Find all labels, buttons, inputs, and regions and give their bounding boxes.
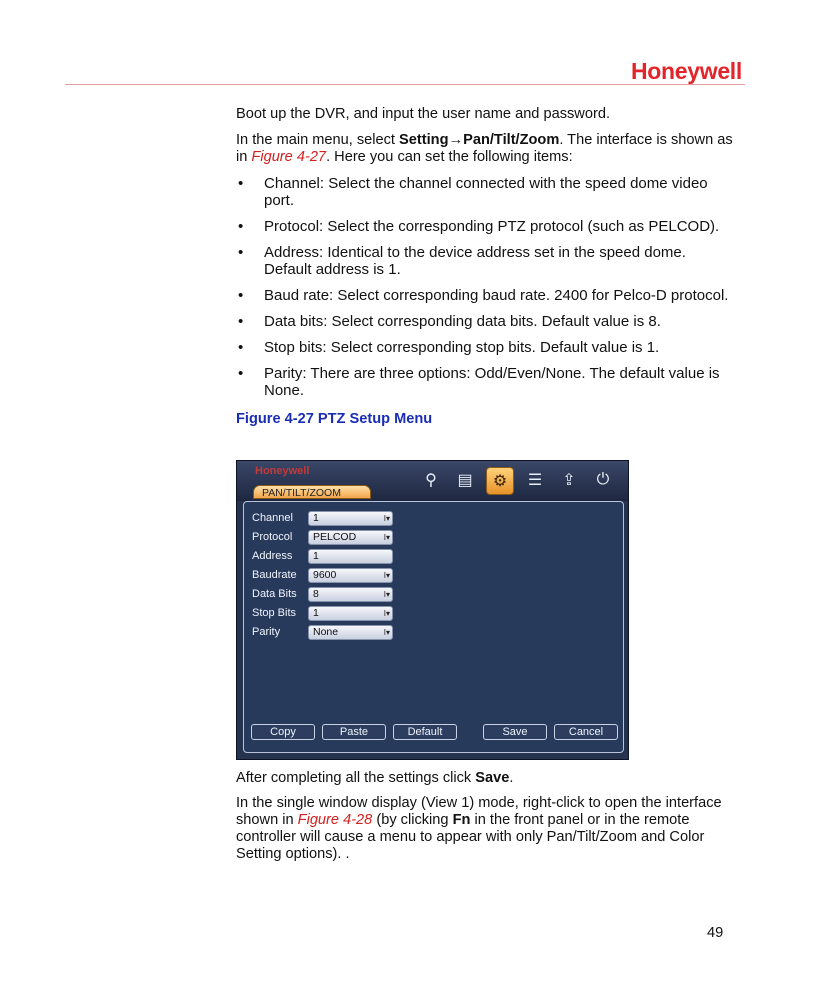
stop-bits-select[interactable] <box>308 606 393 621</box>
default-button[interactable]: Default <box>393 724 457 740</box>
protocol-label: Protocol <box>252 531 293 543</box>
stop-bits-label: Stop Bits <box>252 607 297 619</box>
ptz-setup-screenshot <box>236 460 629 760</box>
bullet-icon: • <box>238 218 244 235</box>
cancel-button[interactable]: Cancel <box>554 724 618 740</box>
copy-button[interactable]: Copy <box>251 724 315 740</box>
channel-label: Channel <box>252 512 293 524</box>
ptz-menu-text: Pan/Tilt/Zoom <box>463 132 560 148</box>
channel-row <box>252 510 393 526</box>
figure-reference-link[interactable]: Figure 4-27 <box>251 149 327 165</box>
text-span: in the front panel or in the remote controller will cause a menu to appear with only Pan/Tilt/Zoom and Color Setting options). . <box>236 812 705 862</box>
address-label: Address <box>252 550 293 562</box>
address-row <box>252 548 393 564</box>
parity-value: None <box>313 625 339 638</box>
save-button[interactable]: Save <box>483 724 547 740</box>
address-value: 1 <box>313 549 319 562</box>
bullet-item <box>236 287 736 304</box>
bullet-text: Data bits: Select corresponding data bits. Default value is 8. <box>264 313 661 330</box>
header-rule <box>65 84 745 85</box>
dropdown-arrow-icon: I▾ <box>383 608 390 618</box>
text-span: In the single window display (View 1) mode, right-click to open the interface shown in <box>236 795 722 828</box>
bullet-item <box>236 339 736 356</box>
dropdown-arrow-icon: I▾ <box>383 532 390 542</box>
bullet-text: Protocol: Select the corresponding PTZ protocol (such as PELCOD). <box>264 218 720 235</box>
ptz-settings-panel <box>243 501 624 753</box>
search-icon[interactable]: ⚲ <box>425 472 437 489</box>
bullet-text: Parity: There are three options: Odd/Even/None. The default value is None. <box>264 365 720 399</box>
figure-caption: Figure 4-27 PTZ Setup Menu <box>236 411 433 427</box>
save-keyword: Save <box>475 770 510 786</box>
dropdown-arrow-icon: I▾ <box>383 513 390 523</box>
after-paragraph-2 <box>236 795 736 863</box>
backup-icon[interactable]: ⇪ <box>562 472 576 489</box>
parity-label: Parity <box>252 626 281 638</box>
bullet-text: Channel: Select the channel connected with the speed dome video port. <box>264 175 708 209</box>
data-bits-value: 8 <box>313 587 319 600</box>
paste-button[interactable]: Paste <box>322 724 386 740</box>
dvr-menu-icons <box>418 467 616 495</box>
parity-row <box>252 624 393 640</box>
bullet-item <box>236 244 736 278</box>
bullet-text: Stop bits: Select corresponding stop bits. Default value is 1. <box>264 339 660 356</box>
stop-bits-row <box>252 605 393 621</box>
protocol-value: PELCOD <box>313 530 357 543</box>
data-bits-label: Data Bits <box>252 588 297 600</box>
text-span: . The interface is shown as in <box>236 132 733 165</box>
data-bits-select[interactable] <box>308 587 393 602</box>
advanced-icon[interactable]: ☰ <box>527 472 543 489</box>
baudrate-select[interactable] <box>308 568 393 583</box>
baudrate-row <box>252 567 393 583</box>
text-span: In the main menu, select <box>236 132 400 148</box>
bullet-icon: • <box>238 365 244 382</box>
honeywell-logo: Honeywell <box>630 58 742 84</box>
bullet-icon: • <box>238 287 244 304</box>
bullet-text: Address: Identical to the device address set in the speed dome. Default address is 1. <box>264 244 686 278</box>
bullet-item <box>236 313 736 330</box>
bullet-text: Baud rate: Select corresponding baud rate. 2400 for Pelco-D protocol. <box>264 287 729 304</box>
setting-icon[interactable]: ⚙ <box>486 467 514 495</box>
setting-menu-text: Setting <box>399 132 449 148</box>
bullet-icon: • <box>238 175 244 192</box>
parity-select[interactable] <box>308 625 393 640</box>
baudrate-label: Baudrate <box>252 569 297 581</box>
text-span: After completing all the settings click <box>236 770 476 786</box>
channel-select[interactable] <box>308 511 393 526</box>
bullet-item <box>236 365 736 399</box>
dvr-brand-logo: Honeywell <box>255 465 310 477</box>
intro-paragraph-1: Boot up the DVR, and input the user name and password. <box>236 106 610 122</box>
text-span: (by clicking <box>372 812 453 828</box>
address-input[interactable] <box>308 549 393 564</box>
protocol-select[interactable] <box>308 530 393 545</box>
bullet-icon: • <box>238 244 244 261</box>
stop-bits-value: 1 <box>313 606 319 619</box>
figure-reference-link[interactable]: Figure 4-28 <box>297 812 373 828</box>
settings-bullet-list <box>236 175 736 399</box>
arrow-icon: → <box>448 132 464 148</box>
dropdown-arrow-icon: I▾ <box>383 589 390 599</box>
text-span: . Here you can set the following items: <box>326 149 573 165</box>
info-icon[interactable]: ▤ <box>457 472 473 489</box>
channel-value: 1 <box>313 511 319 524</box>
page-number: 49 <box>707 925 724 941</box>
bullet-item <box>236 175 736 209</box>
after-paragraph-1 <box>236 770 736 787</box>
fn-keyword: Fn <box>452 812 471 828</box>
baudrate-value: 9600 <box>313 568 337 581</box>
bullet-icon: • <box>238 313 244 330</box>
shutdown-icon[interactable]: ⏻ <box>596 471 610 488</box>
bullet-item <box>236 218 736 235</box>
dropdown-arrow-icon: I▾ <box>383 627 390 637</box>
page-content <box>236 106 736 428</box>
dropdown-arrow-icon: I▾ <box>383 570 390 580</box>
intro-paragraph-2 <box>236 132 736 166</box>
closing-content <box>236 770 736 871</box>
tab-pan-tilt-zoom[interactable]: PAN/TILT/ZOOM <box>253 485 371 499</box>
bullet-icon: • <box>238 339 244 356</box>
data-bits-row <box>252 586 393 602</box>
protocol-row <box>252 529 393 545</box>
text-span: . <box>509 770 514 786</box>
